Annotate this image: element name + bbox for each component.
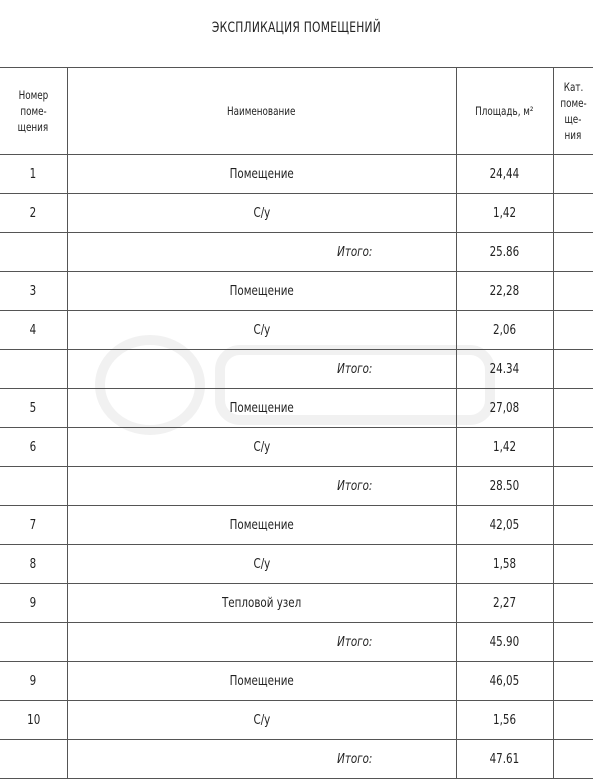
header-number-line: щения [18, 120, 49, 134]
total-category-cell [553, 350, 593, 389]
room-area: 24,44 [489, 166, 520, 182]
total-number-cell [0, 740, 67, 779]
room-number-cell [0, 545, 67, 584]
header-area-label: Площадь, м² [475, 104, 534, 118]
room-number: 2 [29, 205, 37, 221]
total-row [0, 740, 593, 779]
room-area: 1,42 [492, 439, 516, 455]
room-number-cell [0, 194, 67, 233]
table-body [0, 155, 593, 779]
room-area: 1,42 [492, 205, 516, 221]
total-label: Итого: [337, 361, 373, 377]
total-number-cell [0, 350, 67, 389]
room-category-cell [553, 428, 593, 467]
room-number: 8 [29, 556, 37, 572]
room-name: Помещение [229, 283, 294, 299]
room-category-cell [553, 389, 593, 428]
total-area-cell [456, 350, 553, 389]
table-row [0, 272, 593, 311]
total-label: Итого: [337, 751, 373, 767]
room-number: 6 [29, 439, 37, 455]
header-category-line: Кат. [563, 80, 584, 94]
total-area: 47.61 [489, 751, 520, 767]
table-row [0, 584, 593, 623]
room-area: 2,06 [492, 322, 516, 338]
total-area-cell [456, 623, 553, 662]
room-name: С/у [253, 322, 270, 338]
room-number-cell [0, 155, 67, 194]
room-category-cell [553, 701, 593, 740]
room-number-cell [0, 584, 67, 623]
room-number: 9 [29, 595, 37, 611]
table-row [0, 155, 593, 194]
room-category-cell [553, 155, 593, 194]
header-number-line: Номер [18, 88, 49, 102]
room-area: 46,05 [489, 673, 520, 689]
room-area-cell [456, 662, 553, 701]
total-label-cell [67, 623, 456, 662]
total-number-cell [0, 623, 67, 662]
room-area-cell [456, 584, 553, 623]
room-area-cell [456, 506, 553, 545]
room-number: 5 [29, 400, 37, 416]
total-area-cell [456, 233, 553, 272]
table-row [0, 506, 593, 545]
room-area-cell [456, 194, 553, 233]
room-number-cell [0, 662, 67, 701]
room-name-cell [67, 584, 456, 623]
header-category-line: поме- [560, 96, 587, 110]
room-number: 4 [29, 322, 37, 338]
total-label: Итого: [337, 634, 373, 650]
explication-table [0, 67, 593, 779]
total-row [0, 467, 593, 506]
table-row [0, 662, 593, 701]
header-row [0, 68, 593, 155]
room-area-cell [456, 155, 553, 194]
total-label-cell [67, 350, 456, 389]
header-number-line: поме- [20, 104, 47, 118]
total-number-cell [0, 467, 67, 506]
document-title: ЭКСПЛИКАЦИЯ ПОМЕЩЕНИЙ [211, 20, 382, 36]
room-name: С/у [253, 712, 270, 728]
room-area: 1,56 [492, 712, 516, 728]
header-number [0, 68, 67, 155]
room-number: 9 [29, 673, 37, 689]
total-row [0, 623, 593, 662]
total-label-cell [67, 233, 456, 272]
total-number-cell [0, 233, 67, 272]
room-name: Помещение [229, 673, 294, 689]
room-area-cell [456, 428, 553, 467]
room-name-cell [67, 311, 456, 350]
room-name: С/у [253, 205, 270, 221]
room-area: 1,58 [492, 556, 516, 572]
room-name-cell [67, 272, 456, 311]
total-label: Итого: [337, 478, 373, 494]
room-name-cell [67, 506, 456, 545]
header-name [67, 68, 456, 155]
room-area: 2,27 [492, 595, 516, 611]
table-row [0, 389, 593, 428]
header-category-line: ния [564, 128, 582, 142]
room-name-cell [67, 389, 456, 428]
room-area-cell [456, 389, 553, 428]
room-number: 3 [29, 283, 37, 299]
room-name-cell [67, 701, 456, 740]
room-number: 7 [29, 517, 37, 533]
total-area: 28.50 [489, 478, 520, 494]
room-name: Помещение [229, 166, 294, 182]
header-name-label: Наименование [227, 104, 296, 118]
room-number-cell [0, 506, 67, 545]
total-area: 24.34 [489, 361, 520, 377]
total-area: 25.86 [489, 244, 520, 260]
room-name-cell [67, 545, 456, 584]
room-number-cell [0, 389, 67, 428]
total-label: Итого: [337, 244, 373, 260]
total-category-cell [553, 740, 593, 779]
total-category-cell [553, 233, 593, 272]
room-name: Тепловой узел [221, 595, 302, 611]
room-area-cell [456, 701, 553, 740]
table-row [0, 194, 593, 233]
room-number-cell [0, 311, 67, 350]
room-name: Помещение [229, 517, 294, 533]
header-category [553, 68, 593, 155]
room-category-cell [553, 194, 593, 233]
room-area-cell [456, 545, 553, 584]
table-row [0, 428, 593, 467]
room-category-cell [553, 272, 593, 311]
total-row [0, 350, 593, 389]
total-area-cell [456, 467, 553, 506]
room-category-cell [553, 506, 593, 545]
room-name-cell [67, 662, 456, 701]
room-area-cell [456, 272, 553, 311]
room-name: С/у [253, 439, 270, 455]
table-row [0, 311, 593, 350]
total-row [0, 233, 593, 272]
room-area: 42,05 [489, 517, 520, 533]
room-category-cell [553, 584, 593, 623]
room-area-cell [456, 311, 553, 350]
total-area: 45.90 [489, 634, 520, 650]
room-number-cell [0, 272, 67, 311]
total-label-cell [67, 467, 456, 506]
room-name-cell [67, 428, 456, 467]
total-label-cell [67, 740, 456, 779]
header-category-line: ще- [564, 112, 582, 126]
room-number: 10 [26, 712, 40, 728]
room-number-cell [0, 428, 67, 467]
room-number-cell [0, 701, 67, 740]
table-row [0, 545, 593, 584]
room-category-cell [553, 545, 593, 584]
table-row [0, 701, 593, 740]
total-area-cell [456, 740, 553, 779]
room-name: С/у [253, 556, 270, 572]
header-area [456, 68, 553, 155]
total-category-cell [553, 623, 593, 662]
room-name-cell [67, 194, 456, 233]
room-area: 27,08 [489, 400, 520, 416]
room-area: 22,28 [489, 283, 520, 299]
room-name-cell [67, 155, 456, 194]
room-number: 1 [29, 166, 37, 182]
room-category-cell [553, 662, 593, 701]
room-name: Помещение [229, 400, 294, 416]
total-category-cell [553, 467, 593, 506]
room-category-cell [553, 311, 593, 350]
